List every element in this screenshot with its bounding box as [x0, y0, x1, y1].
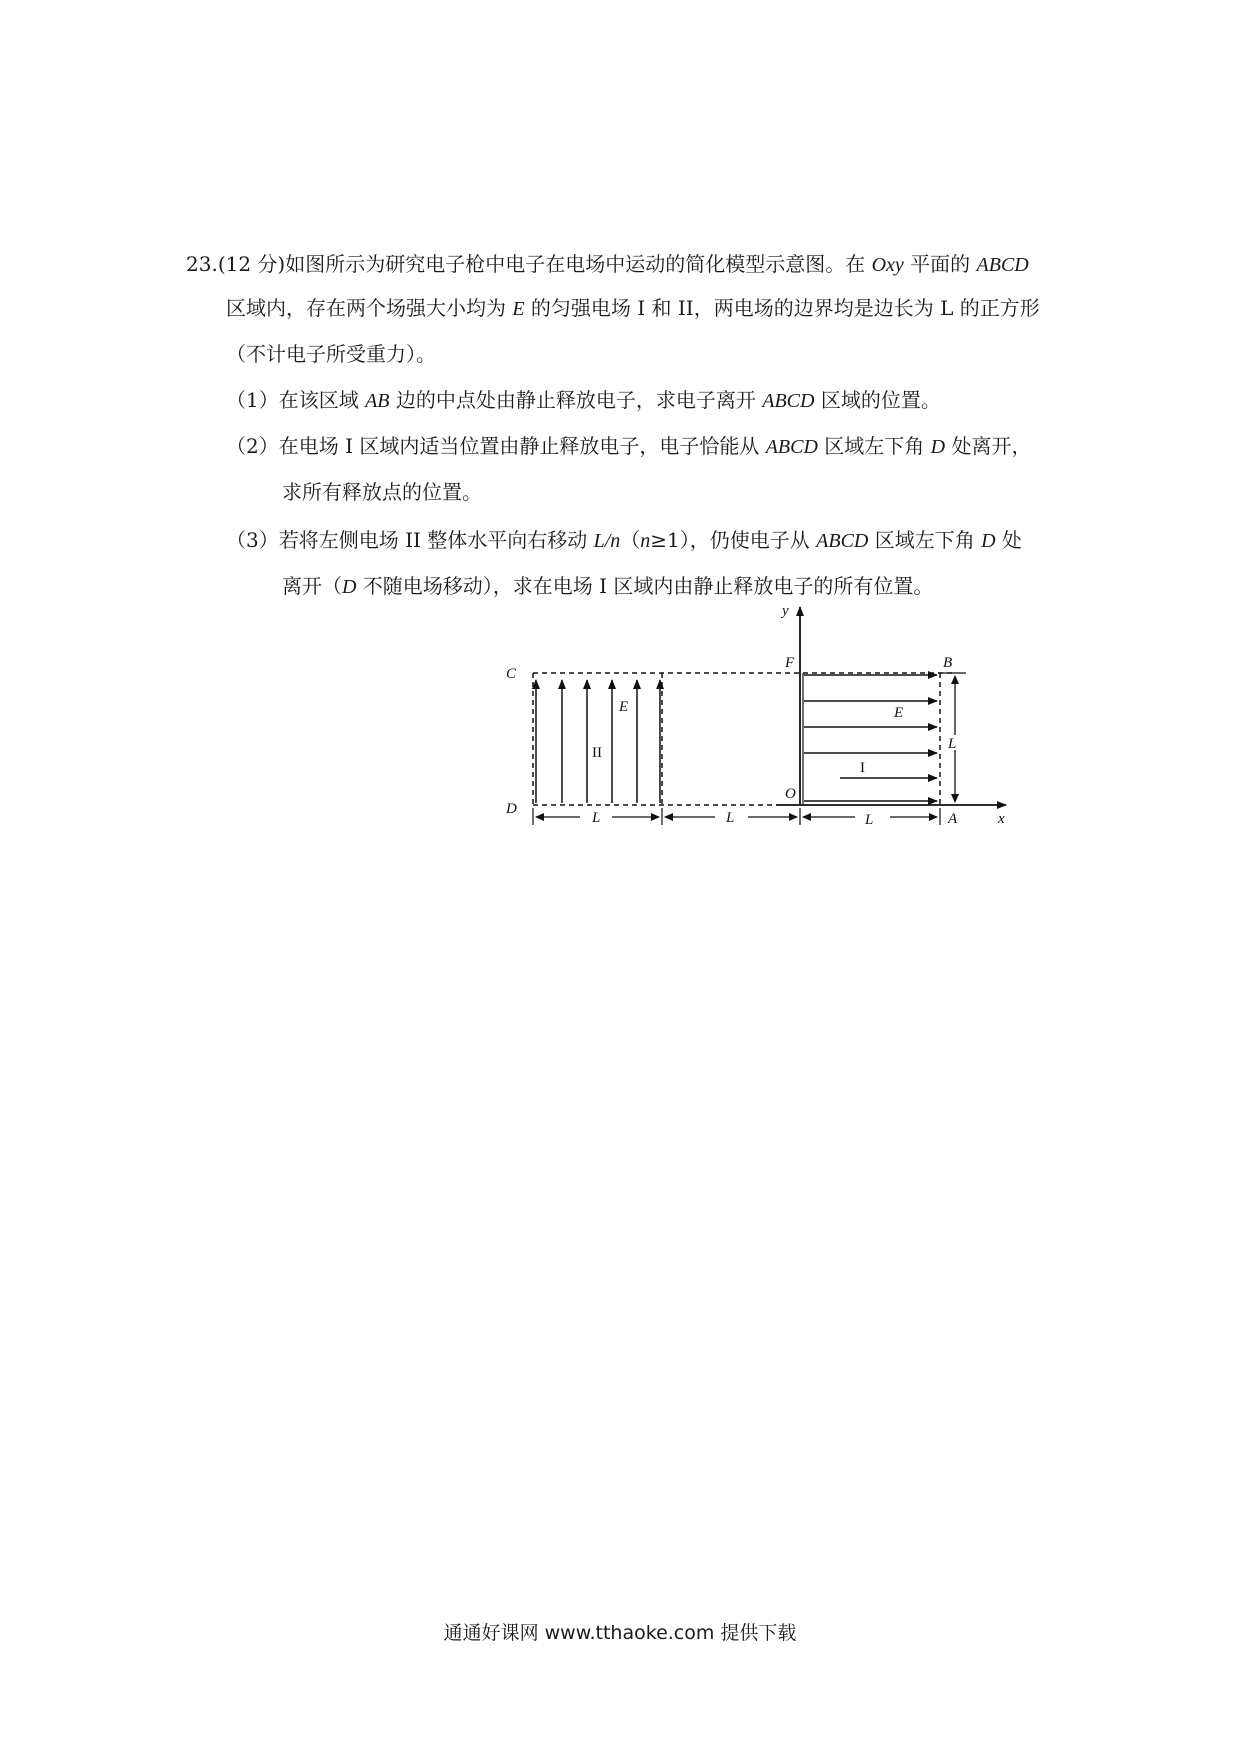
label-D: D	[506, 801, 517, 817]
edge-label: AB	[365, 390, 390, 412]
part-2-text: 求所有释放点的位置。	[282, 480, 482, 504]
part-2-number: （2）	[226, 434, 279, 458]
part-2-text: 处离开，	[945, 434, 1032, 458]
label-dim-right: L	[865, 812, 874, 828]
part-3-continuation	[282, 572, 933, 601]
question-header-line	[186, 250, 1029, 279]
part-2-text: 区域左下角	[817, 434, 931, 458]
label-dim-left: L	[592, 810, 601, 826]
question-intro-line-2	[226, 294, 1040, 323]
part-1-text: 在该区域	[278, 388, 366, 412]
label-F: F	[785, 655, 795, 671]
part-2-text: 在电场 I 区域内适当位置由静止释放电子，电子恰能从	[278, 434, 766, 458]
shift-expression: L/n	[593, 530, 621, 552]
part-3-text: 若将左侧电场 II 整体水平向右移动	[278, 528, 594, 552]
label-dim-mid: L	[726, 810, 735, 826]
part-2	[226, 432, 1031, 461]
electric-field-diagram	[500, 605, 1020, 840]
region-label: ABCD	[762, 390, 815, 412]
part-3-text: （	[620, 528, 641, 552]
part-1-text: 区域的位置。	[814, 388, 941, 412]
field-ii-arrows	[536, 680, 660, 803]
region-label: ABCD	[765, 436, 818, 458]
label-region-II: II	[592, 745, 602, 761]
field-i-arrows	[804, 675, 937, 801]
label-x-axis: x	[998, 811, 1005, 827]
question-intro-line-3	[226, 340, 436, 368]
question-intro-text: 平面的	[903, 252, 977, 276]
part-1-number: （1）	[226, 388, 279, 412]
label-C: C	[506, 666, 517, 682]
part-1	[226, 386, 941, 415]
label-region-I: I	[860, 760, 865, 776]
region-label: ABCD	[976, 254, 1029, 276]
field-strength-symbol: E	[512, 298, 525, 320]
label-O: O	[785, 786, 796, 802]
label-dim-vertical: L	[948, 736, 957, 752]
label-B: B	[943, 655, 953, 671]
part-3-text: 不随电场移动），求在电场 I 区域内由静止释放电子的所有位置。	[356, 574, 934, 598]
label-y-axis: y	[782, 603, 789, 619]
part-1-text: 边的中点处由静止释放电子，求电子离开	[389, 388, 763, 412]
part-2-continuation	[282, 478, 482, 506]
part-3-text: 处	[995, 528, 1022, 552]
point-label: D	[342, 576, 357, 598]
label-field-right-E: E	[894, 705, 904, 721]
question-intro-text: 如图所示为研究电子枪中电子在电场中运动的简化模型示意图。在	[285, 252, 872, 276]
question-intro-text: 的匀强电场 I 和 II，两电场的边界均是边长为 L 的正方形	[524, 296, 1040, 320]
question-intro-text: 区域内，存在两个场强大小均为	[226, 296, 513, 320]
label-A: A	[948, 811, 958, 827]
part-3	[226, 526, 1022, 555]
n-symbol: n	[640, 530, 651, 552]
point-label: D	[930, 436, 946, 458]
plane-label: Oxy	[871, 254, 904, 276]
point-label: D	[981, 530, 996, 552]
part-3-text: ≥1），仍使电子从	[650, 528, 817, 552]
part-3-text: 区域左下角	[868, 528, 982, 552]
question-score: (12 分)	[217, 252, 286, 276]
label-field-left-E: E	[619, 699, 629, 715]
footer-text: 通通好课网 www.tthaoke.com 提供下载	[443, 1622, 797, 1644]
question-number: 23.	[186, 252, 218, 276]
region-label: ABCD	[816, 530, 869, 552]
part-3-text: 离开（	[282, 574, 342, 598]
question-intro-text: （不计电子所受重力）。	[226, 342, 436, 366]
part-3-number: （3）	[226, 528, 279, 552]
